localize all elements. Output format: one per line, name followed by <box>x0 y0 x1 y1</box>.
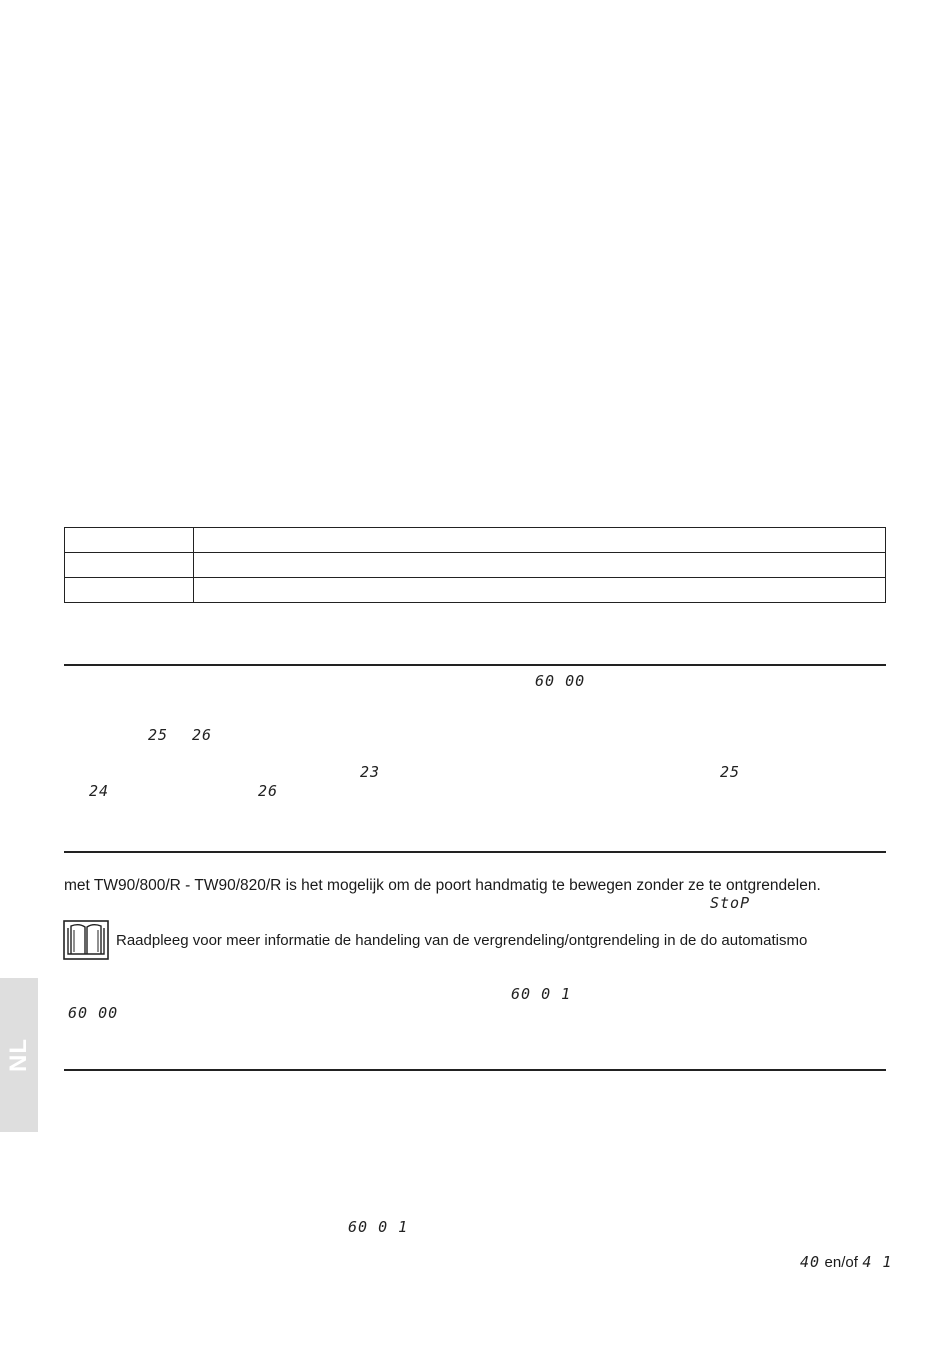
lcd-display-value: 26 <box>192 726 213 744</box>
lcd-display-value: 60 0 1 <box>511 985 572 1003</box>
table-cell <box>65 578 194 603</box>
manual-book-icon <box>63 920 109 960</box>
table-cell <box>65 553 194 578</box>
lcd-display-value: StoP <box>710 894 751 912</box>
section-divider <box>64 664 886 666</box>
table-cell <box>194 528 886 553</box>
language-side-tab <box>0 978 38 1132</box>
lcd-display-value: 60 0 1 <box>348 1218 409 1236</box>
table-row <box>65 528 886 553</box>
lcd-display-value: 40 <box>800 1253 821 1271</box>
table-cell <box>65 528 194 553</box>
note-text: Raadpleeg voor meer informatie de handeling van de vergrendeling/ontgrendeling in de do automatismo <box>116 932 808 949</box>
lcd-display-value: 60 00 <box>68 1004 119 1022</box>
table-cell <box>194 553 886 578</box>
language-tab-label: NL <box>5 1038 32 1072</box>
lcd-display-value: 23 <box>360 763 381 781</box>
lcd-display-value: 60 00 <box>535 672 586 690</box>
body-text: met TW90/800/R - TW90/820/R is het mogelijk om de poort handmatig te bewegen zonder ze te ontgrendelen. <box>64 877 821 894</box>
table-row <box>65 553 886 578</box>
lcd-display-value: 26 <box>258 782 279 800</box>
table-row <box>65 578 886 603</box>
lcd-display-value: 25 <box>720 763 741 781</box>
lcd-display-value: 25 <box>148 726 169 744</box>
section-divider <box>64 851 886 853</box>
table-cell <box>194 578 886 603</box>
page-separator-text: en/of <box>824 1254 858 1271</box>
empty-table <box>64 527 886 603</box>
lcd-display-value: 4 1 <box>862 1253 893 1271</box>
page-reference <box>800 1254 892 1272</box>
lcd-display-value: 24 <box>89 782 110 800</box>
section-divider <box>64 1069 886 1071</box>
